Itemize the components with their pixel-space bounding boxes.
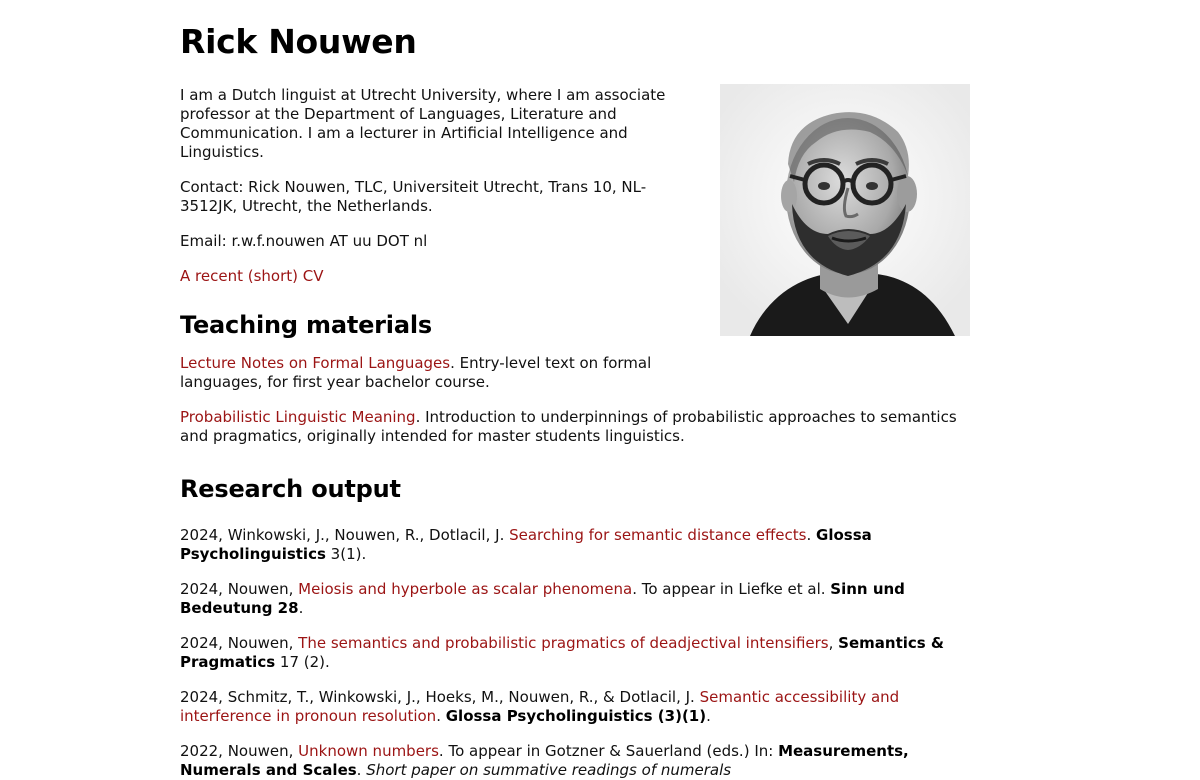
publication-separator: . To appear in Liefke et al. xyxy=(632,580,831,598)
page-title: Rick Nouwen xyxy=(180,22,417,61)
publication-details: . xyxy=(356,761,367,779)
publication-venue: Glossa Psycholinguistics (3)(1) xyxy=(445,707,707,725)
publication-details: . xyxy=(706,707,711,725)
publication-venue: Sinn und Bedeutung 28 xyxy=(180,580,905,617)
publication-venue: Glossa Psycholinguistics xyxy=(180,526,872,563)
publication-link[interactable]: Searching for semantic distance effects xyxy=(509,526,807,544)
publication-item xyxy=(180,634,980,672)
teaching-item-description: . Entry-level text on formal languages, for first year bachelor course. xyxy=(180,354,652,391)
publication-note: Short paper on summative readings of numerals xyxy=(366,761,732,779)
publication-link[interactable]: The semantics and probabilistic pragmatics of deadjectival intensifiers xyxy=(298,634,829,652)
publication-separator: . xyxy=(806,526,817,544)
publication-details: . xyxy=(298,599,304,617)
email-text: Email: r.w.f.nouwen AT uu DOT nl xyxy=(180,232,428,250)
teaching-item-description: . Introduction to underpinnings of probabilistic approaches to semantics and pragmatics, originally intended for master students linguistics. xyxy=(180,408,957,445)
portrait-image xyxy=(720,84,970,336)
publication-link[interactable]: Meiosis and hyperbole as scalar phenomena xyxy=(298,580,633,598)
cv-link[interactable]: A recent (short) CV xyxy=(180,267,324,285)
teaching-item xyxy=(180,354,690,392)
intro-text: I am a Dutch linguist at Utrecht University, where I am associate professor at the Department of Languages, Literature and Communication. I am a lecturer in Artificial Intelligence and Linguistics. xyxy=(180,86,666,161)
publication-item xyxy=(180,742,980,780)
publication-item xyxy=(180,526,980,564)
publication-details: 17 (2). xyxy=(275,653,330,671)
page-content xyxy=(180,0,980,780)
publication-separator: , xyxy=(828,634,839,652)
publication-venue: Semantics & Pragmatics xyxy=(180,634,944,671)
teaching-item xyxy=(180,408,980,446)
probabilistic-meaning-link[interactable]: Probabilistic Linguistic Meaning xyxy=(180,408,416,426)
contact-text: Contact: Rick Nouwen, TLC, Universiteit Utrecht, Trans 10, NL-3512JK, Utrecht, the Netherlands. xyxy=(180,178,647,215)
publication-venue: Measurements, Numerals and Scales xyxy=(180,742,909,779)
publication-authors: 2024, Nouwen, xyxy=(180,634,299,652)
publication-authors: 2024, Schmitz, T., Winkowski, J., Hoeks, M., Nouwen, R., & Dotlacil, J. xyxy=(180,688,700,706)
teaching-heading: Teaching materials xyxy=(180,311,432,339)
publication-authors: 2024, Winkowski, J., Nouwen, R., Dotlacil, J. xyxy=(180,526,510,544)
research-heading: Research output xyxy=(180,475,401,503)
publication-details: 3(1). xyxy=(325,545,367,563)
publication-link[interactable]: Unknown numbers xyxy=(298,742,439,760)
publication-item xyxy=(180,688,980,726)
publication-authors: 2022, Nouwen, xyxy=(180,742,299,760)
cv-paragraph xyxy=(180,267,690,286)
publication-separator: . To appear in Gotzner & Sauerland (eds.) In: xyxy=(438,742,779,760)
lecture-notes-link[interactable]: Lecture Notes on Formal Languages xyxy=(180,354,451,372)
publication-separator: . xyxy=(436,707,446,725)
publication-authors: 2024, Nouwen, xyxy=(180,580,299,598)
portrait-photo xyxy=(720,84,970,336)
publication-link[interactable]: Semantic accessibility and interference in pronoun resolution xyxy=(180,688,900,725)
publication-item xyxy=(180,580,980,618)
